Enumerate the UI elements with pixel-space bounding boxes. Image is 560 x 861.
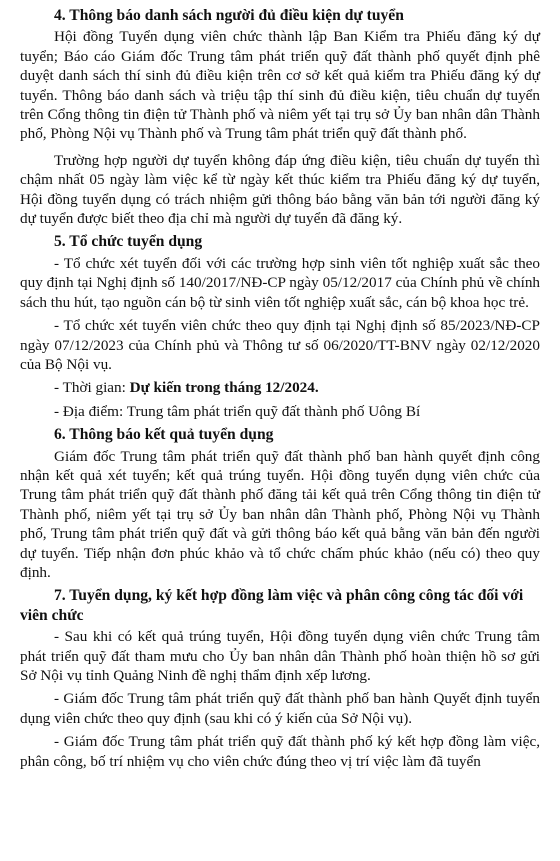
section-5-item-1: - Tổ chức xét tuyển đối với các trường hợp sinh viên tốt nghiệp xuất sắc theo quy định tại Nghị định số 140/2017/NĐ-CP ngày 05/12/2017 của Chính phủ về chính sách thu hút, tạo nguồn cán bộ từ sinh viên tốt nghiệp xuất sắc, cán bộ khoa học trẻ. — [20, 254, 540, 311]
section-5-time — [20, 378, 540, 397]
section-5-place — [20, 402, 540, 421]
section-6-paragraph-1: Giám đốc Trung tâm phát triển quỹ đất thành phố ban hành quyết định công nhận kết quả xét tuyển; kết quả trúng tuyển. Hội đồng tuyển dụng viên chức của Trung tâm phát triển quỹ đất thành phố đăng tải kết quả trên Cổng thông tin điện tử Thành phố, niêm yết tại trụ sở Ủy ban nhân dân Thành phố, Phòng Nội vụ Thành phố, Trung tâm phát triển quỹ đất và gửi thông báo kết quả bằng văn bản đến người dự tuyển. Tiếp nhận đơn phúc khảo và tổ chức chấm phúc khảo (nếu có) theo quy định. — [20, 447, 540, 581]
section-6-heading: 6. Thông báo kết quả tuyển dụng — [54, 426, 274, 444]
section-7-item-2: - Giám đốc Trung tâm phát triển quỹ đất thành phố ban hành Quyết định tuyển dụng viên chức theo quy định (sau khi có ý kiến của Sở Nội vụ). — [20, 690, 540, 727]
section-4-paragraph-1: Hội đồng Tuyển dụng viên chức thành lập Ban Kiểm tra Phiếu đăng ký dự tuyển; Báo cáo Giám đốc Trung tâm phát triển quỹ đất thành phố quyết định phê duyệt danh sách thí sinh đủ điều kiện trên cơ sở kết quả kiểm tra Phiếu đăng ký dự tuyển. Thông báo danh sách và triệu tập thí sinh đủ điều kiện, tiêu chuẩn dự tuyển trên Cổng thông tin điện tử Thành phố và niêm yết tại trụ sở Ủy ban nhân dân Thành phố, Phòng Nội vụ Thành phố và Trung tâm phát triển quỹ đất thành phố. — [20, 28, 540, 143]
time-label: - Thời gian: — [54, 379, 130, 397]
section-7-item-1: - Sau khi có kết quả trúng tuyển, Hội đồng tuyển dụng viên chức Trung tâm phát triển quỹ đất tham mưu cho Ủy ban nhân dân Thành phố hoàn thiện hồ sơ gửi Sở Nội vụ tỉnh Quảng Ninh đề nghị thẩm định xếp lương. — [20, 628, 540, 684]
section-4-heading: 4. Thông báo danh sách người đủ điều kiện dự tuyển — [54, 7, 404, 24]
section-7-item-3: - Giám đốc Trung tâm phát triển quỹ đất thành phố ký kết hợp đồng làm việc, phân công, bố trí nhiệm vụ cho viên chức đúng theo vị trí việc làm đã tuyển — [20, 733, 540, 770]
section-7-heading: 7. Tuyển dụng, ký kết hợp đồng làm việc và phân công công tác đối với viên chức — [20, 587, 524, 624]
time-value: Dự kiến trong tháng 12/2024. — [129, 379, 319, 397]
section-4-paragraph-2: Trường hợp người dự tuyển không đáp ứng điều kiện, tiêu chuẩn dự tuyển thì chậm nhất 05 ngày làm việc kể từ ngày kết thúc kiểm tra Phiếu đăng ký dự tuyển, Hội đồng tuyển dụng có trách nhiệm gửi thông báo bằng văn bản tới người đăng ký dự tuyển được biết theo địa chỉ mà người dự tuyển đã đăng ký. — [20, 151, 540, 228]
section-5-item-2: - Tổ chức xét tuyển viên chức theo quy định tại Nghị định số 85/2023/NĐ-CP ngày 07/12/2023 của Chính phủ và Thông tư số 06/2020/TT-BNV ngày 02/12/2020 của Bộ Nội vụ. — [20, 317, 540, 373]
section-5-heading: 5. Tổ chức tuyển dụng — [54, 233, 203, 251]
place-value: Trung tâm phát triển quỹ đất thành phố Uông Bí — [126, 402, 421, 420]
place-label: - Địa điểm: — [54, 402, 127, 420]
